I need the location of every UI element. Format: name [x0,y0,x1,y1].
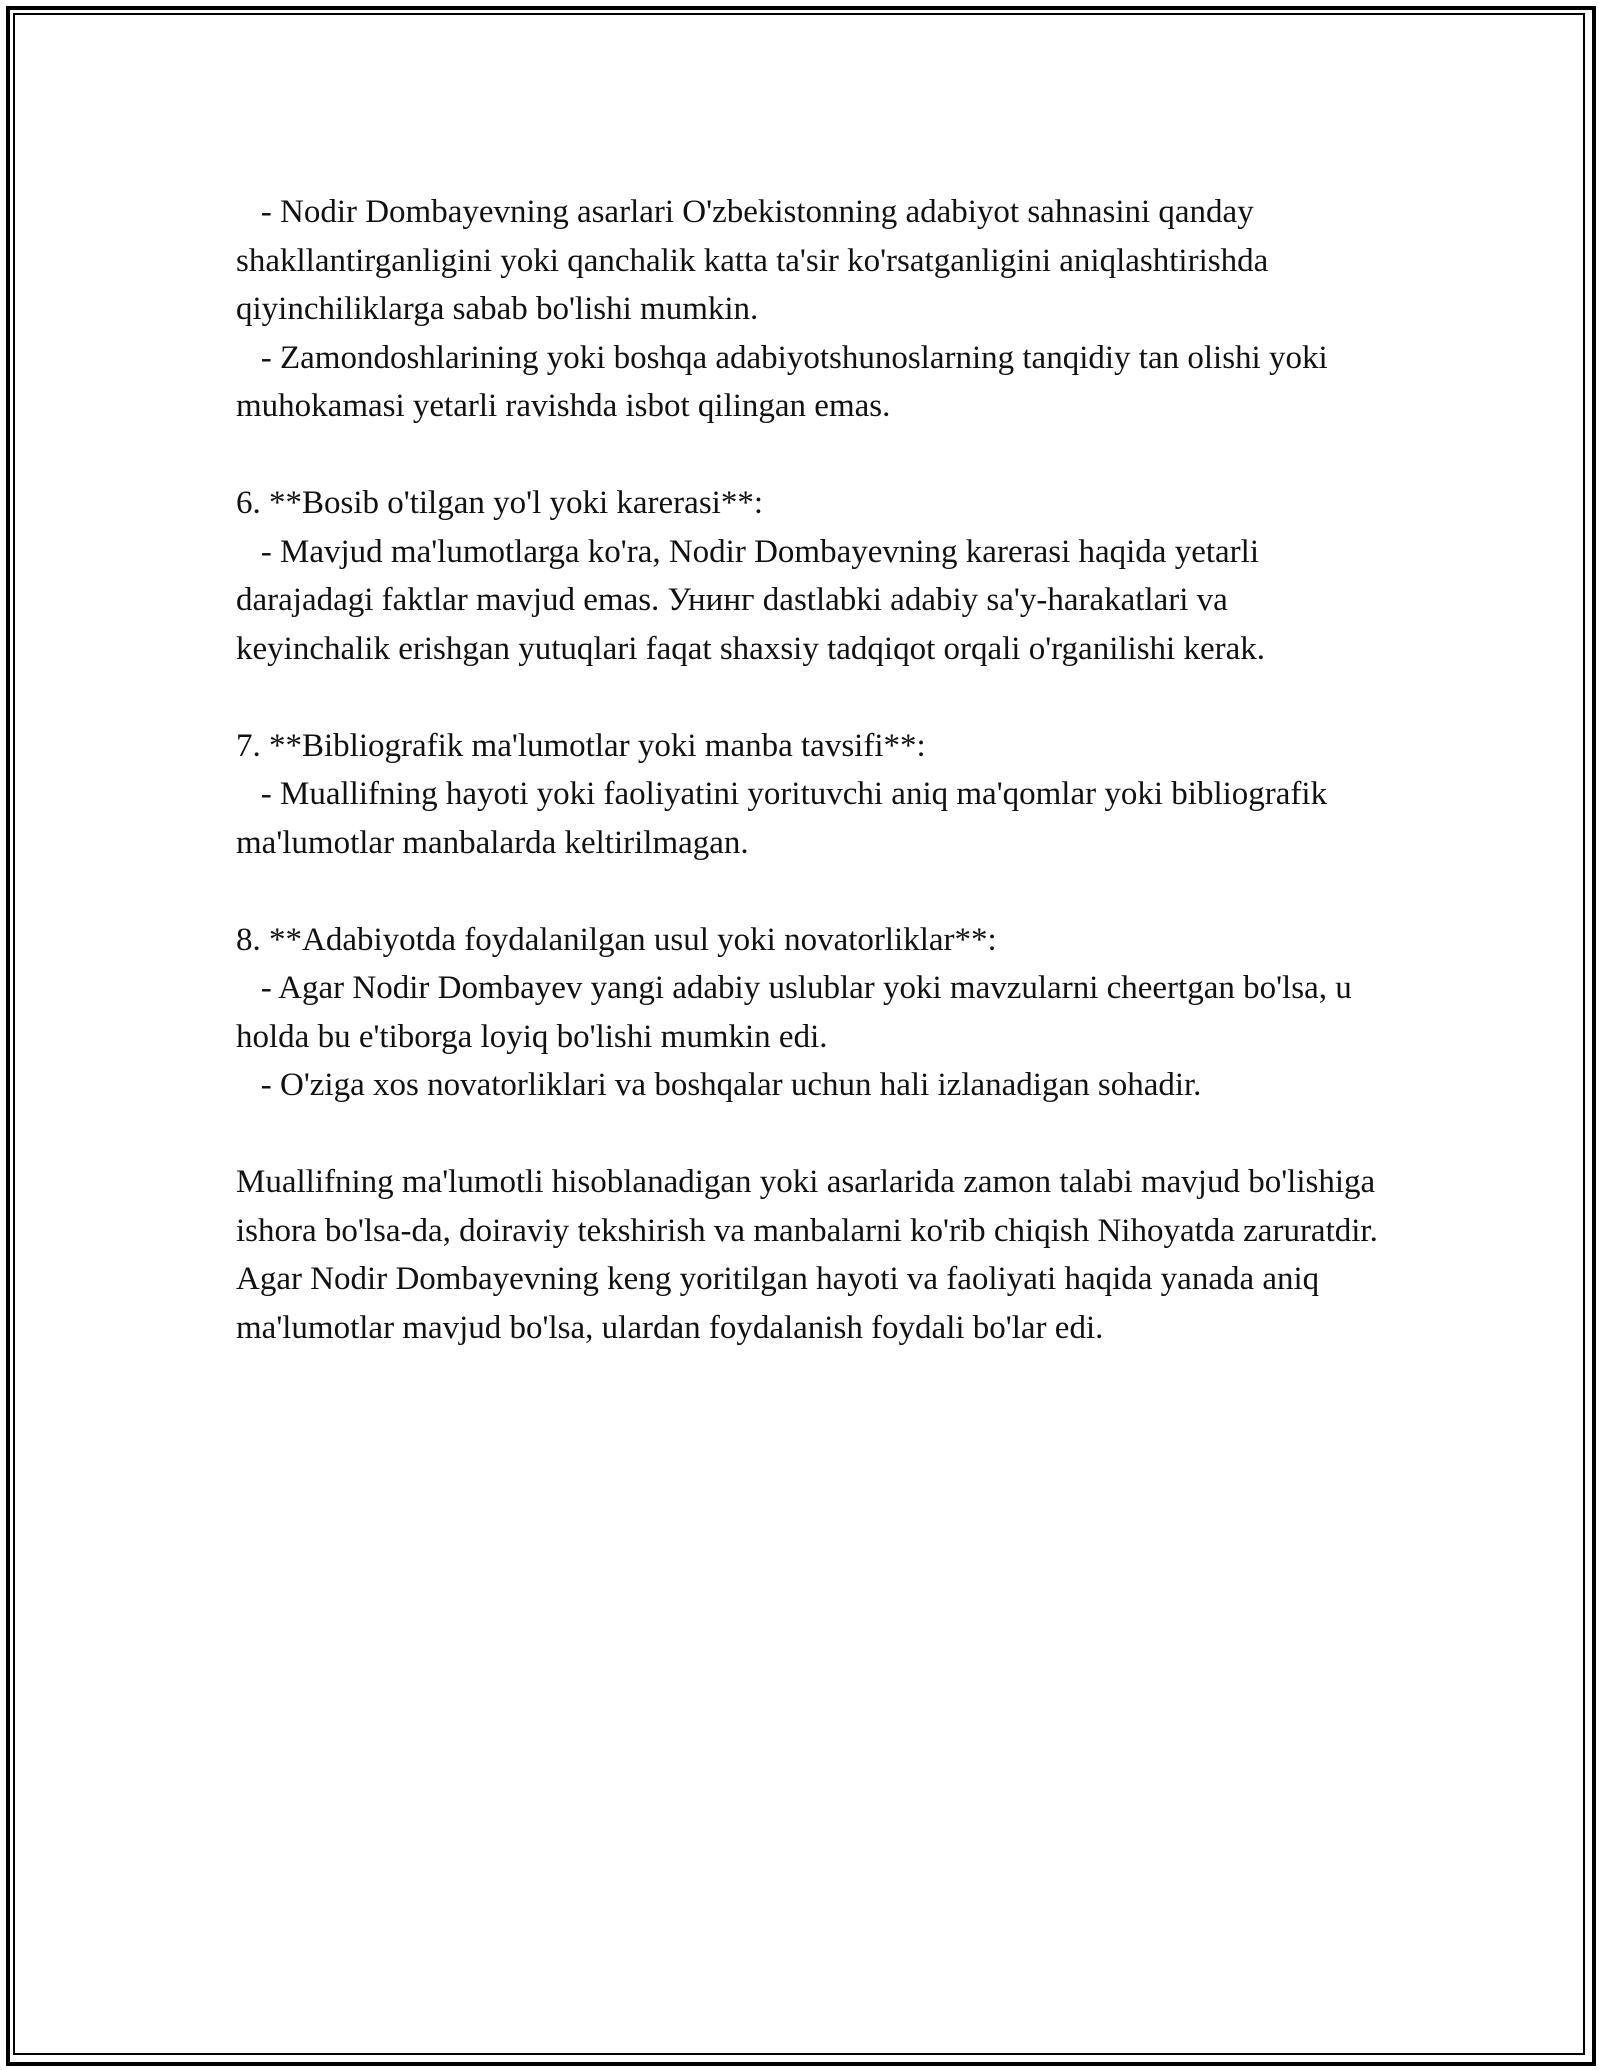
paragraph-spacer [236,673,1386,722]
section-8-bullet-1: - Agar Nodir Dombayev yangi adabiy uslublar yoki mavzularni cheertgan bo'lsa, u holda bu e'tiborga loyiq bo'lishi mumkin edi. [236,970,1360,1055]
section-7-heading: 7. **Bibliografik ma'lumotlar yoki manba tavsifi**: [236,727,926,764]
paragraph-spacer [236,867,1386,916]
section-6-heading: 6. **Bosib o'tilgan yo'l yoki karerasi**: [236,485,764,521]
section-8-heading: 8. **Adabiyotda foydalanilgan usul yoki novatorliklar**: [236,921,997,958]
paragraph-spacer [236,431,1386,480]
block-1-bullet-2: - Zamondoshlarining yoki boshqa adabiyotshunoslarning tanqidiy tan olishi yoki muhokamasi yetarli ravishda isbot qilingan emas. [236,339,1336,424]
section-8-bullet-2: - O'ziga xos novatorliklari va boshqalar uchun hali izlanadigan sohadir. [236,1067,1202,1103]
section-7-bullet-1: - Muallifning hayoti yoki faoliyatini yorituvchi aniq ma'qomlar yoki bibliografik ma'lumotlar manbalarda keltirilmagan. [236,776,1336,861]
block-1-bullet-1: - Nodir Dombayevning asarlari O'zbekistonning adabiyot sahnasini qanday shakllantirganligini yoki qanchalik katta ta'sir ko'rsatganligini aniqlashtirishda qiyinchiliklarga sabab bo'lishi mumkin. [236,194,1277,327]
conclusion-paragraph: Muallifning ma'lumotli hisoblanadigan yoki asarlarida zamon talabi mavjud bo'lishiga ishora bo'lsa-da, doiraviy tekshirish va manbalarni ko'rib chiqish Nihoyatda zaruratdir. Agar Nodir Dombayevning keng yoritilgan hayoti va faoliyati haqida yanada aniq ma'lumotlar mavjud bo'lsa, ulardan foydalanish foydali bo'lar edi. [236,1164,1385,1346]
paragraph-spacer [236,1110,1386,1159]
document-body [236,188,1386,1352]
section-6-bullet-1: - Mavjud ma'lumotlarga ko'ra, Nodir Dombayevning karerasi haqida yetarli darajadagi faktlar mavjud emas. Унинг dastlabki adabiy sa'y-harakatlari va keyinchalik erishgan yutuqlari faqat shaxsiy tadqiqot orqali o'rganilishi kerak. [236,533,1268,667]
